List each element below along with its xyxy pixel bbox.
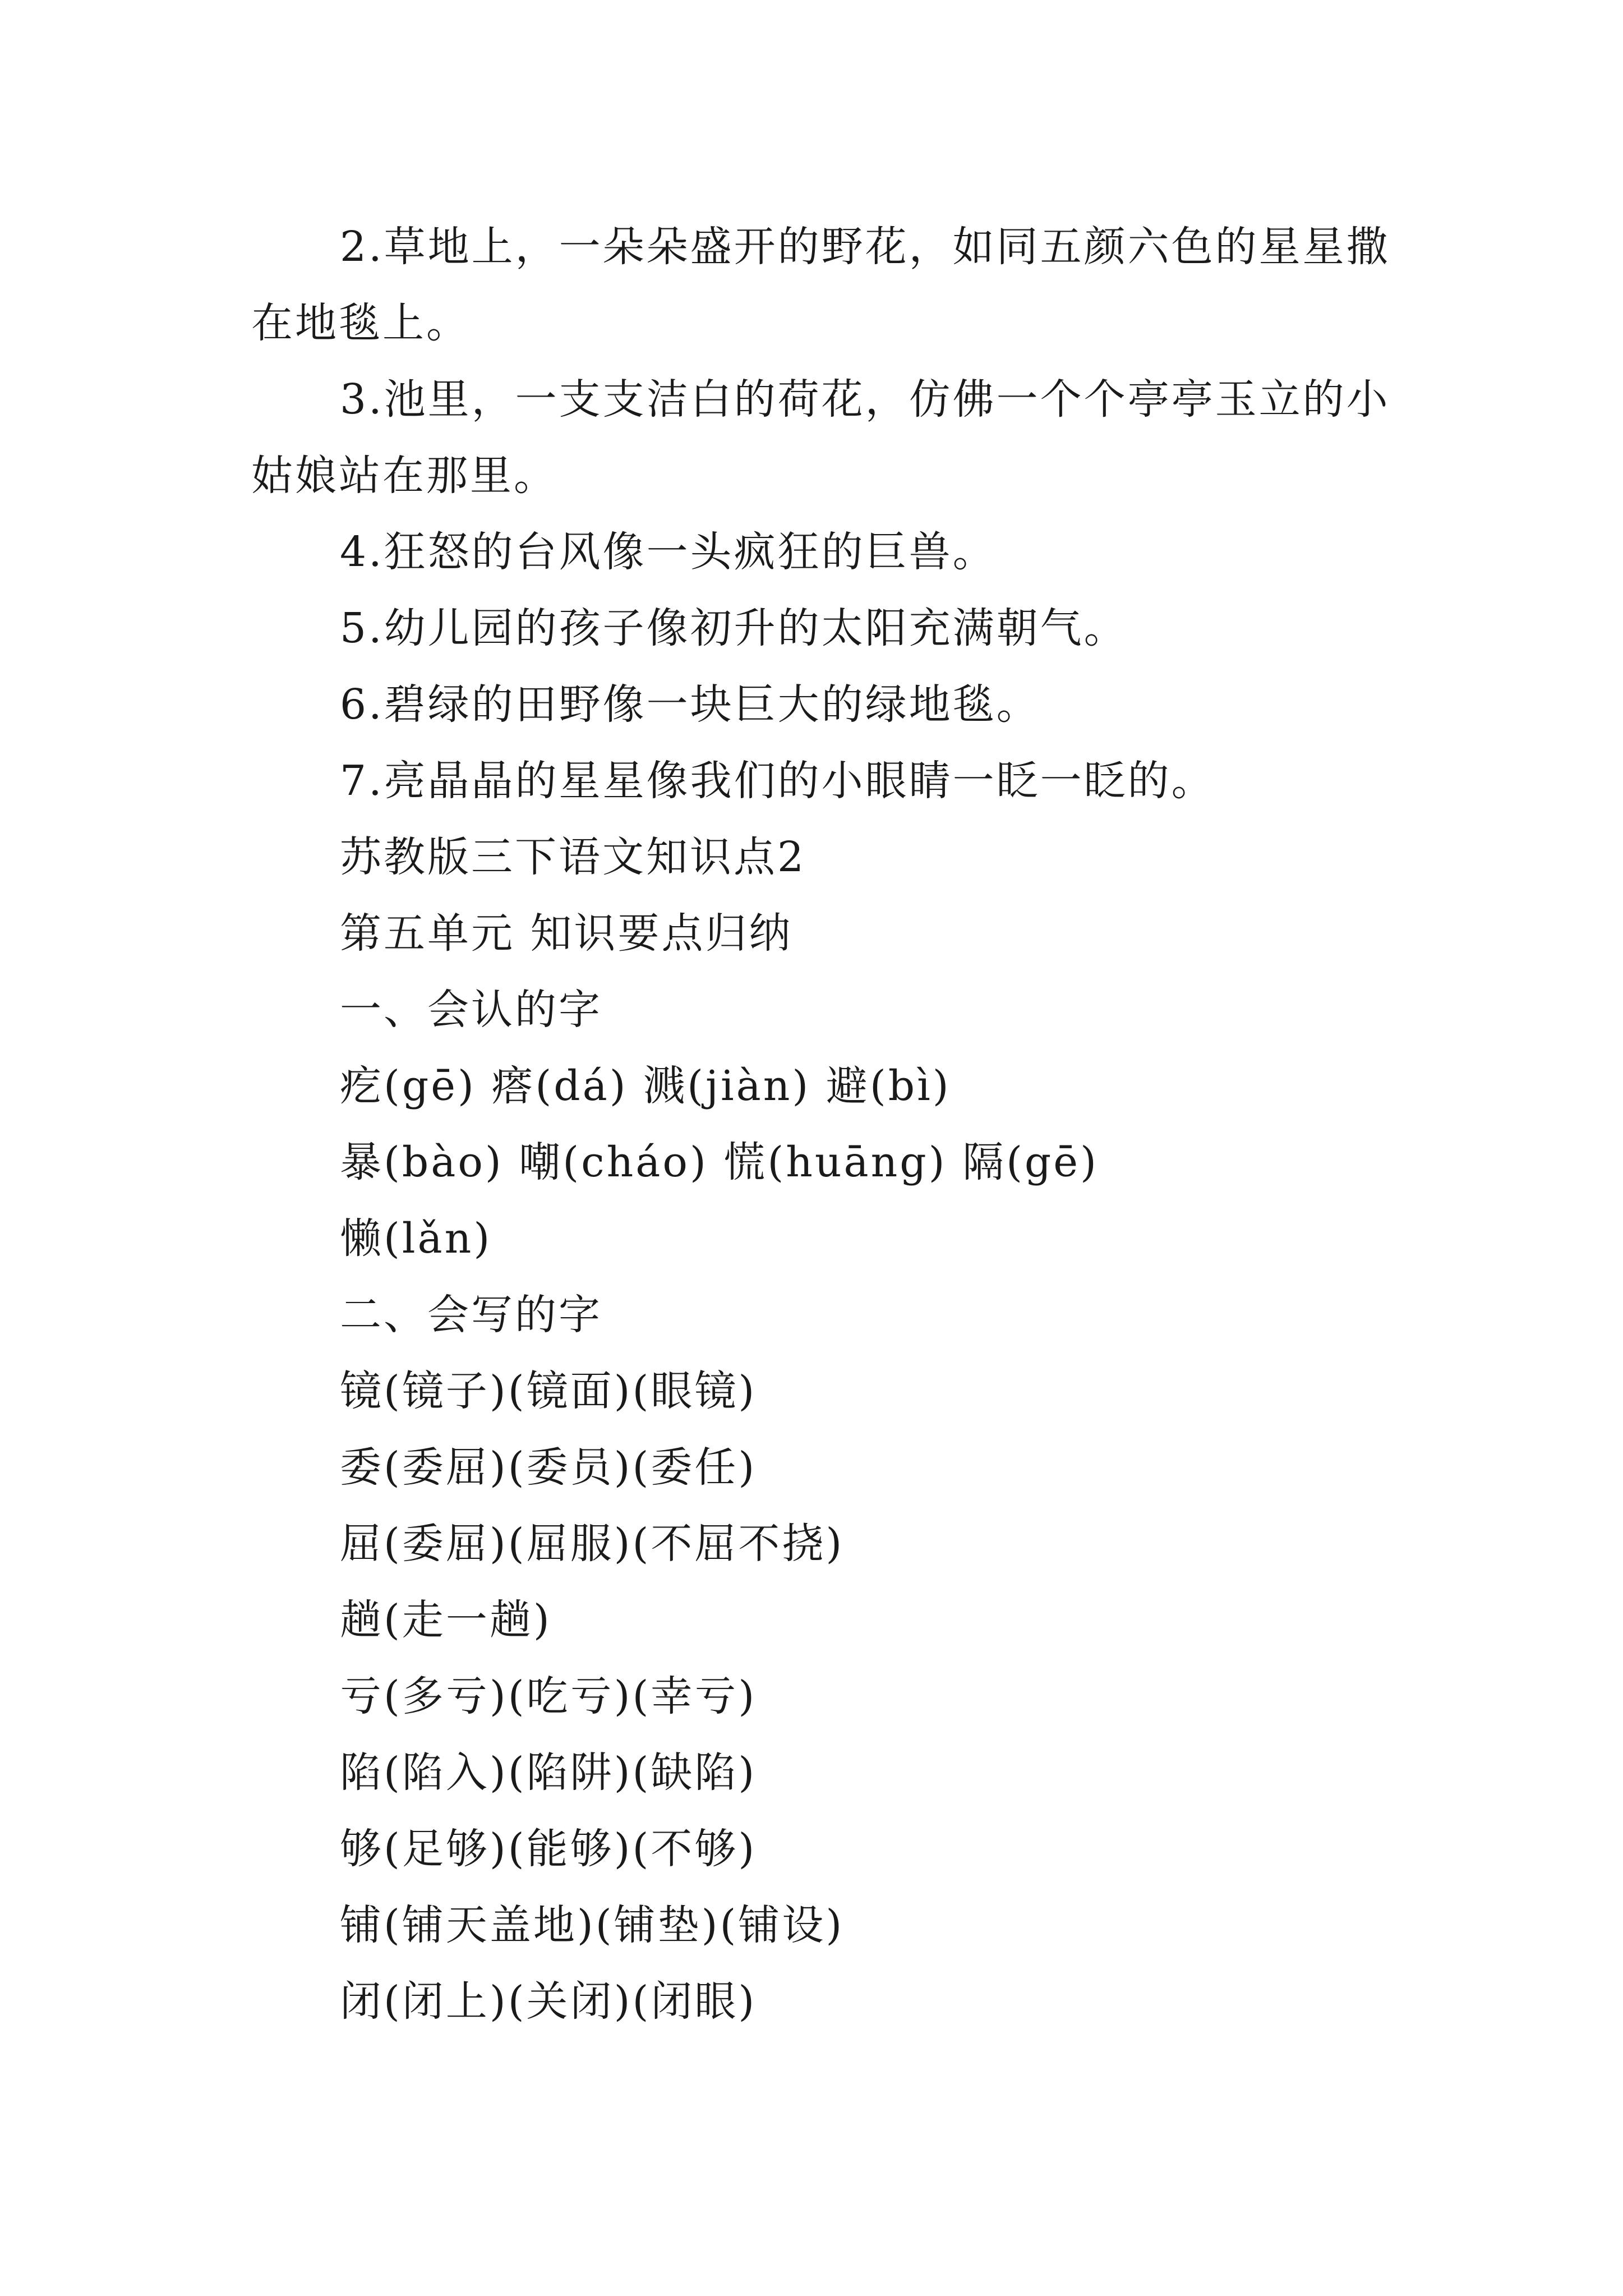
- pinyin-line: 疙(gē) 瘩(dá) 溅(jiàn) 避(bì): [340, 1062, 951, 1110]
- text-line: 2.草地上，一朵朵盛开的野花，如同五颜六色的星星撒: [340, 223, 1390, 271]
- pinyin-line: 暴(bào) 嘲(cháo) 慌(huāng) 隔(gē): [340, 1138, 1099, 1186]
- word-group-line: 闭(闭上)(关闭)(闭眼): [340, 1977, 757, 2026]
- subsection-heading: 二、会写的字: [340, 1291, 602, 1339]
- word-group-line: 陷(陷入)(陷阱)(缺陷): [340, 1749, 757, 1797]
- section-heading: 苏教版三下语文知识点2: [340, 833, 806, 881]
- text-line: 6.碧绿的田野像一块巨大的绿地毯。: [340, 680, 1040, 729]
- word-group-line: 够(足够)(能够)(不够): [340, 1825, 757, 1873]
- text-line: 7.亮晶晶的星星像我们的小眼睛一眨一眨的。: [340, 757, 1215, 805]
- word-group-line: 亏(多亏)(吃亏)(幸亏): [340, 1672, 757, 1720]
- pinyin-line: 懒(lǎn): [340, 1214, 492, 1263]
- word-group-line: 委(委屈)(委员)(委任): [340, 1443, 757, 1492]
- document-body: [251, 209, 1407, 2040]
- word-group-line: 趟(走一趟): [340, 1596, 552, 1644]
- text-line: 在地毯上。: [251, 299, 470, 347]
- word-group-line: 屈(委屈)(屈服)(不屈不挠): [340, 1520, 845, 1568]
- word-group-line: 镜(镜子)(镜面)(眼镜): [340, 1367, 757, 1415]
- text-line: 4.狂怒的台风像一头疯狂的巨兽。: [340, 528, 997, 576]
- text-line: 5.幼儿园的孩子像初升的太阳充满朝气。: [340, 604, 1128, 652]
- text-line: 3.池里，一支支洁白的荷花，仿佛一个个亭亭玉立的小: [340, 375, 1390, 424]
- subsection-heading: 一、会认的字: [340, 986, 602, 1034]
- unit-heading: 第五单元 知识要点归纳: [340, 909, 793, 958]
- word-group-line: 铺(铺天盖地)(铺垫)(铺设): [340, 1901, 845, 1949]
- text-line: 姑娘站在那里。: [251, 452, 557, 500]
